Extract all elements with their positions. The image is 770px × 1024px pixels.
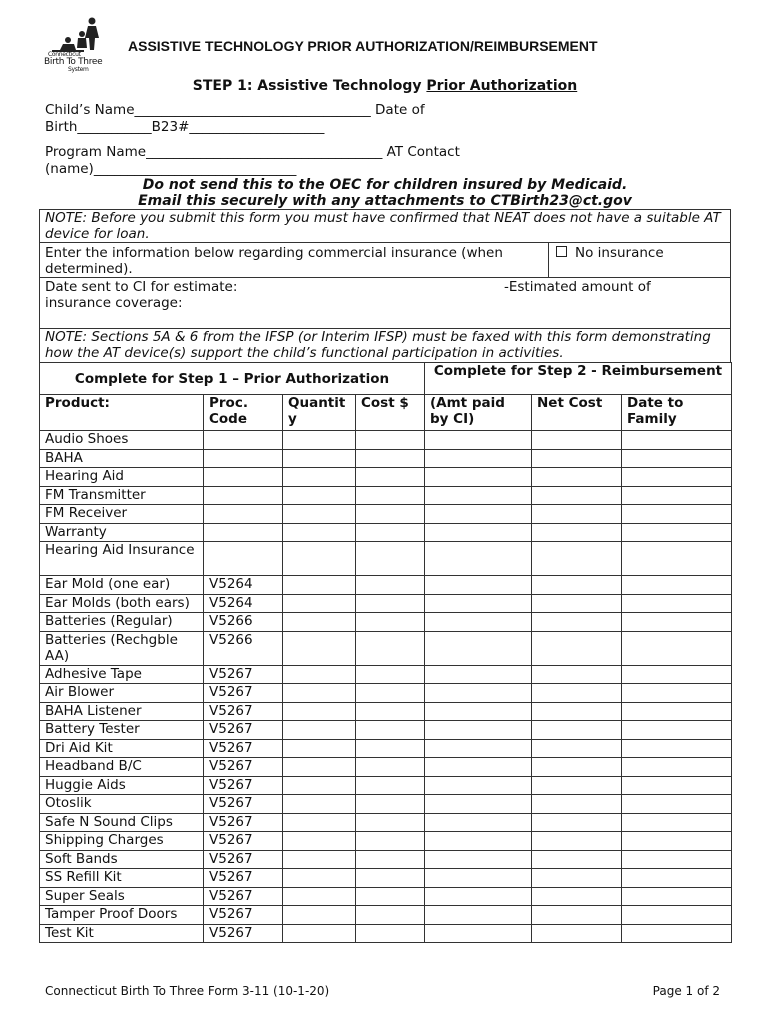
proc-code-cell: V5267: [204, 776, 283, 795]
product-cell: Dri Aid Kit: [40, 739, 204, 758]
table-row: [40, 739, 732, 758]
entry-cell[interactable]: [622, 505, 732, 524]
entry-cell[interactable]: [425, 505, 532, 524]
entry-cell[interactable]: [622, 631, 732, 665]
entry-cell[interactable]: [283, 702, 356, 721]
page-number: Page 1 of 2: [652, 984, 720, 998]
entry-cell[interactable]: [532, 523, 622, 542]
at-contact-field[interactable]: (name)______________________________: [45, 161, 297, 177]
table-row: [40, 449, 732, 468]
entry-cell[interactable]: [622, 576, 732, 595]
product-cell: Hearing Aid: [40, 468, 204, 487]
date-sent-label: Date sent to CI for estimate:: [45, 279, 238, 295]
entry-cell[interactable]: [622, 721, 732, 740]
proc-code-cell: V5264: [204, 594, 283, 613]
entry-cell[interactable]: [622, 702, 732, 721]
col-quantity: Quantit y: [283, 395, 356, 431]
table-row: [40, 758, 732, 777]
col-net-cost: Net Cost: [532, 395, 622, 431]
no-insurance-label: No insurance: [575, 245, 664, 261]
proc-code-cell: V5267: [204, 832, 283, 851]
proc-code-cell: V5267: [204, 924, 283, 943]
medicaid-warning: Do not send this to the OEC for children insured by Medicaid.: [142, 177, 628, 193]
entry-cell[interactable]: [356, 906, 425, 925]
entry-cell[interactable]: [283, 523, 356, 542]
table-row: [40, 684, 732, 703]
proc-code-cell: V5267: [204, 850, 283, 869]
entry-cell[interactable]: [622, 665, 732, 684]
step1-prefix: STEP 1: Assistive Technology: [192, 78, 427, 94]
col-product: Product:: [40, 395, 204, 431]
entry-cell[interactable]: [425, 431, 532, 450]
product-cell: Headband B/C: [40, 758, 204, 777]
product-cell: Test Kit: [40, 924, 204, 943]
proc-code-cell: V5267: [204, 684, 283, 703]
entry-cell[interactable]: [532, 665, 622, 684]
product-cell: Tamper Proof Doors: [40, 906, 204, 925]
proc-code-cell: V5267: [204, 739, 283, 758]
table-row: [40, 613, 732, 632]
entry-cell[interactable]: [283, 813, 356, 832]
entry-cell[interactable]: [356, 869, 425, 888]
table-row: [40, 887, 732, 906]
product-cell: Batteries (Regular): [40, 613, 204, 632]
entry-cell[interactable]: [622, 468, 732, 487]
proc-code-cell: V5267: [204, 702, 283, 721]
entry-cell[interactable]: [622, 684, 732, 703]
col-cost: Cost $: [356, 395, 425, 431]
product-cell: Air Blower: [40, 684, 204, 703]
entry-cell[interactable]: [283, 468, 356, 487]
entry-cell[interactable]: [425, 906, 532, 925]
entry-cell[interactable]: [425, 576, 532, 595]
product-table: [39, 362, 732, 943]
table-row: [40, 813, 732, 832]
table-row: [40, 850, 732, 869]
product-cell: Huggie Aids: [40, 776, 204, 795]
product-cell: Otoslik: [40, 795, 204, 814]
proc-code-cell: [204, 449, 283, 468]
entry-cell[interactable]: [532, 594, 622, 613]
estimated-amount-label: -Estimated amount of: [504, 279, 651, 295]
entry-cell[interactable]: [425, 684, 532, 703]
entry-cell[interactable]: [356, 758, 425, 777]
entry-cell[interactable]: [356, 721, 425, 740]
entry-cell[interactable]: [283, 542, 356, 576]
entry-cell[interactable]: [622, 431, 732, 450]
insurance-box: [39, 242, 731, 278]
product-cell: FM Transmitter: [40, 486, 204, 505]
col-proc-code: Proc. Code: [204, 395, 283, 431]
product-cell: BAHA: [40, 449, 204, 468]
entry-cell[interactable]: [425, 776, 532, 795]
entry-cell[interactable]: [283, 594, 356, 613]
entry-cell[interactable]: [622, 758, 732, 777]
entry-cell[interactable]: [425, 887, 532, 906]
entry-cell[interactable]: [622, 523, 732, 542]
entry-cell[interactable]: [425, 721, 532, 740]
form-number: Connecticut Birth To Three Form 3-11 (10-1-20): [45, 984, 330, 998]
entry-cell[interactable]: [622, 594, 732, 613]
entry-cell[interactable]: [425, 795, 532, 814]
product-cell: Ear Molds (both ears): [40, 594, 204, 613]
entry-cell[interactable]: [356, 684, 425, 703]
insurance-prompt: Enter the information below regarding commercial insurance (when determined).: [45, 245, 503, 277]
entry-cell[interactable]: [283, 832, 356, 851]
entry-cell[interactable]: [532, 486, 622, 505]
proc-code-cell: [204, 431, 283, 450]
entry-cell[interactable]: [283, 486, 356, 505]
entry-cell[interactable]: [425, 832, 532, 851]
product-cell: Warranty: [40, 523, 204, 542]
entry-cell[interactable]: [532, 449, 622, 468]
entry-cell[interactable]: [622, 542, 732, 576]
entry-cell[interactable]: [283, 684, 356, 703]
logo-line-2: Birth To Three: [44, 57, 103, 67]
logo-text: [44, 52, 102, 73]
product-cell: Batteries (Rechgble AA): [40, 631, 204, 665]
entry-cell[interactable]: [356, 665, 425, 684]
entry-cell[interactable]: [356, 776, 425, 795]
entry-cell[interactable]: [622, 813, 732, 832]
entry-cell[interactable]: [283, 576, 356, 595]
entry-cell[interactable]: [532, 906, 622, 925]
step2-col-header: Complete for Step 2 - Reimbursement: [425, 363, 732, 395]
entry-cell[interactable]: [425, 739, 532, 758]
entry-cell[interactable]: [283, 739, 356, 758]
product-cell: SS Refill Kit: [40, 869, 204, 888]
entry-cell[interactable]: [283, 449, 356, 468]
table-row: [40, 906, 732, 925]
entry-cell[interactable]: [532, 739, 622, 758]
entry-cell[interactable]: [622, 924, 732, 943]
table-row: [40, 721, 732, 740]
entry-cell[interactable]: [356, 887, 425, 906]
table-row: [40, 576, 732, 595]
entry-cell[interactable]: [532, 631, 622, 665]
entry-cell[interactable]: [356, 795, 425, 814]
note-loan: NOTE: Before you submit this form you must have confirmed that NEAT does not have a suitable AT device for loan.: [45, 210, 721, 242]
entry-cell[interactable]: [622, 832, 732, 851]
product-cell: FM Receiver: [40, 505, 204, 524]
entry-cell[interactable]: [425, 486, 532, 505]
entry-cell[interactable]: [425, 702, 532, 721]
product-cell: Safe N Sound Clips: [40, 813, 204, 832]
no-insurance-checkbox[interactable]: [556, 246, 567, 257]
col-amt-paid: (Amt paid by CI): [425, 395, 532, 431]
entry-cell[interactable]: [532, 431, 622, 450]
logo-line-3: System: [68, 66, 89, 73]
form-title: ASSISTIVE TECHNOLOGY PRIOR AUTHORIZATION/REIMBURSEMENT: [128, 38, 598, 54]
entry-cell[interactable]: [356, 505, 425, 524]
entry-cell[interactable]: [356, 486, 425, 505]
product-cell: Super Seals: [40, 887, 204, 906]
proc-code-cell: [204, 486, 283, 505]
entry-cell[interactable]: [283, 431, 356, 450]
note-ifsp: NOTE: Sections 5A & 6 from the IFSP (or Interim IFSP) must be faxed with this form demonstrating how the AT device(s) support the child’s functional participation in activities.: [45, 329, 711, 361]
table-row: [40, 505, 732, 524]
entry-cell[interactable]: [532, 542, 622, 576]
proc-code-cell: [204, 468, 283, 487]
proc-code-cell: [204, 505, 283, 524]
entry-cell[interactable]: [532, 613, 622, 632]
step-header-row: [40, 363, 732, 395]
table-row: [40, 795, 732, 814]
entry-cell[interactable]: [356, 613, 425, 632]
entry-cell[interactable]: [532, 924, 622, 943]
proc-code-cell: V5267: [204, 758, 283, 777]
proc-code-cell: V5266: [204, 613, 283, 632]
table-row: [40, 869, 732, 888]
entry-cell[interactable]: [356, 542, 425, 576]
entry-cell[interactable]: [622, 850, 732, 869]
col-date-to-family: Date to Family: [622, 395, 732, 431]
entry-cell[interactable]: [283, 850, 356, 869]
proc-code-cell: V5267: [204, 887, 283, 906]
entry-cell[interactable]: [425, 665, 532, 684]
entry-cell[interactable]: [532, 721, 622, 740]
proc-code-cell: V5267: [204, 795, 283, 814]
entry-cell[interactable]: [356, 523, 425, 542]
entry-cell[interactable]: [425, 542, 532, 576]
product-cell: Shipping Charges: [40, 832, 204, 851]
table-row: [40, 665, 732, 684]
table-row: [40, 776, 732, 795]
entry-cell[interactable]: [356, 850, 425, 869]
product-cell: Battery Tester: [40, 721, 204, 740]
entry-cell[interactable]: [622, 449, 732, 468]
entry-cell[interactable]: [356, 431, 425, 450]
proc-code-cell: V5267: [204, 721, 283, 740]
entry-cell[interactable]: [425, 758, 532, 777]
entry-cell[interactable]: [532, 576, 622, 595]
proc-code-cell: V5266: [204, 631, 283, 665]
entry-cell[interactable]: [532, 795, 622, 814]
entry-cell[interactable]: [425, 850, 532, 869]
table-row: [40, 924, 732, 943]
entry-cell[interactable]: [356, 832, 425, 851]
entry-cell[interactable]: [532, 869, 622, 888]
entry-cell[interactable]: [532, 505, 622, 524]
proc-code-cell: V5267: [204, 665, 283, 684]
entry-cell[interactable]: [283, 869, 356, 888]
step1-heading: [0, 78, 770, 94]
entry-cell[interactable]: [356, 739, 425, 758]
table-row: [40, 431, 732, 450]
entry-cell[interactable]: [425, 594, 532, 613]
entry-cell[interactable]: [622, 613, 732, 632]
table-row: [40, 542, 732, 576]
entry-cell[interactable]: [425, 869, 532, 888]
entry-cell[interactable]: [356, 594, 425, 613]
entry-cell[interactable]: [356, 449, 425, 468]
table-row: [40, 832, 732, 851]
entry-cell[interactable]: [283, 631, 356, 665]
table-row: [40, 594, 732, 613]
entry-cell[interactable]: [425, 468, 532, 487]
entry-cell[interactable]: [283, 906, 356, 925]
entry-cell[interactable]: [283, 924, 356, 943]
entry-cell[interactable]: [532, 758, 622, 777]
entry-cell[interactable]: [283, 795, 356, 814]
table-row: [40, 468, 732, 487]
entry-cell[interactable]: [425, 813, 532, 832]
entry-cell[interactable]: [532, 850, 622, 869]
entry-cell[interactable]: [532, 776, 622, 795]
step1-underlined: Prior Authorization: [426, 78, 578, 94]
entry-cell[interactable]: [356, 813, 425, 832]
entry-cell[interactable]: [283, 758, 356, 777]
column-header-row: [40, 395, 732, 431]
no-insurance-option[interactable]: [556, 245, 664, 261]
coverage-label: insurance coverage:: [45, 295, 183, 311]
entry-cell[interactable]: [356, 924, 425, 943]
entry-cell[interactable]: [425, 631, 532, 665]
entry-cell[interactable]: [356, 631, 425, 665]
proc-code-cell: V5267: [204, 906, 283, 925]
note-loan-box: [39, 209, 731, 243]
entry-cell[interactable]: [425, 924, 532, 943]
product-cell: Hearing Aid Insurance: [40, 542, 204, 576]
product-cell: Ear Mold (one ear): [40, 576, 204, 595]
product-cell: Adhesive Tape: [40, 665, 204, 684]
product-cell: Audio Shoes: [40, 431, 204, 450]
entry-cell[interactable]: [532, 702, 622, 721]
email-instruction: Email this securely with any attachments to CTBirth23@ct.gov: [138, 193, 632, 209]
entry-cell[interactable]: [532, 684, 622, 703]
table-row: [40, 631, 732, 665]
product-cell: Soft Bands: [40, 850, 204, 869]
entry-cell[interactable]: [622, 486, 732, 505]
note-ifsp-box: [39, 328, 731, 363]
logo-line-1: Connecticut: [48, 51, 81, 58]
entry-cell[interactable]: [622, 869, 732, 888]
entry-cell[interactable]: [356, 468, 425, 487]
entry-cell[interactable]: [425, 523, 532, 542]
table-row: [40, 523, 732, 542]
child-name-field[interactable]: Child’s Name___________________________________ Date of: [45, 102, 425, 118]
entry-cell[interactable]: [283, 665, 356, 684]
entry-cell[interactable]: [283, 613, 356, 632]
entry-cell[interactable]: [425, 449, 532, 468]
birth-b23-field[interactable]: Birth___________B23#____________________: [45, 119, 325, 135]
entry-cell[interactable]: [532, 887, 622, 906]
table-row: [40, 702, 732, 721]
date-sent-box: [39, 277, 731, 329]
entry-cell[interactable]: [356, 702, 425, 721]
entry-cell[interactable]: [283, 887, 356, 906]
entry-cell[interactable]: [425, 613, 532, 632]
entry-cell[interactable]: [283, 776, 356, 795]
product-cell: BAHA Listener: [40, 702, 204, 721]
entry-cell[interactable]: [622, 887, 732, 906]
proc-code-cell: [204, 542, 283, 576]
proc-code-cell: V5267: [204, 869, 283, 888]
entry-cell[interactable]: [622, 906, 732, 925]
entry-cell[interactable]: [532, 468, 622, 487]
table-row: [40, 486, 732, 505]
program-name-field[interactable]: Program Name___________________________________ AT Contact: [45, 144, 460, 160]
entry-cell[interactable]: [283, 721, 356, 740]
proc-code-cell: V5267: [204, 813, 283, 832]
entry-cell[interactable]: [356, 576, 425, 595]
entry-cell[interactable]: [622, 795, 732, 814]
entry-cell[interactable]: [283, 505, 356, 524]
entry-cell[interactable]: [532, 832, 622, 851]
proc-code-cell: V5264: [204, 576, 283, 595]
entry-cell[interactable]: [532, 813, 622, 832]
entry-cell[interactable]: [622, 739, 732, 758]
proc-code-cell: [204, 523, 283, 542]
step1-col-header: Complete for Step 1 – Prior Authorization: [40, 363, 425, 395]
entry-cell[interactable]: [622, 776, 732, 795]
